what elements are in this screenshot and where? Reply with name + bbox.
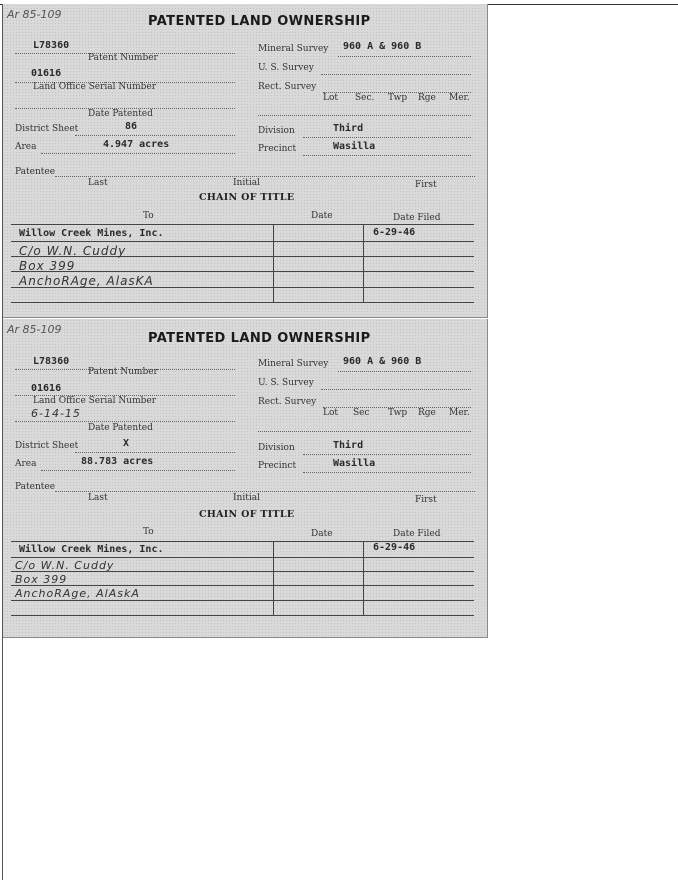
table-row: Box 399: [19, 259, 76, 273]
rect-survey-label: Rect. Survey: [258, 82, 317, 92]
mineral-survey-label: Mineral Survey: [258, 359, 329, 369]
table-row: C/o W.N. Cuddy: [19, 244, 127, 258]
rect-col-mer: Mer.: [449, 408, 470, 418]
us-survey-label: U. S. Survey: [258, 378, 314, 388]
chain-of-title-heading: CHAIN OF TITLE: [199, 192, 295, 203]
serial-number-label: Land Office Serial Number: [33, 82, 157, 92]
table-row: Willow Creek Mines, Inc.: [19, 544, 164, 555]
patent-number-value: L78360: [33, 40, 70, 51]
precinct-label: Precinct: [258, 144, 297, 154]
reference-note: Ar 85-109: [7, 8, 62, 21]
mineral-survey-value: 960 A & 960 B: [343, 356, 422, 367]
division-value: Third: [333, 123, 364, 134]
precinct-label: Precinct: [258, 461, 297, 471]
rect-survey-label: Rect. Survey: [258, 397, 317, 407]
table-cell-date-filed: 6-29-46: [373, 542, 416, 553]
ownership-card-2: [3, 319, 488, 638]
rect-col-twp: Twp: [388, 408, 408, 418]
serial-number-value: 01616: [31, 383, 62, 394]
rect-col-rge: Rge: [418, 408, 436, 418]
patent-number-label: Patent Number: [88, 367, 158, 377]
col-to: To: [143, 527, 154, 537]
district-sheet-value: 86: [125, 121, 138, 132]
rect-col-mer: Mer.: [449, 93, 470, 103]
serial-number-label: Land Office Serial Number: [33, 396, 157, 406]
card-title: PATENTED LAND OWNERSHIP: [148, 331, 371, 346]
serial-number-value: 01616: [31, 68, 62, 79]
date-patented-label: Date Patented: [88, 423, 153, 433]
table-row: AnchoRAge, AlAskA: [15, 587, 140, 600]
rect-col-sec: Sec.: [355, 93, 375, 103]
district-sheet-value: X: [123, 438, 130, 449]
patentee-label: Patentee: [15, 167, 56, 177]
division-label: Division: [258, 443, 295, 453]
col-to: To: [143, 211, 154, 221]
precinct-value: Wasilla: [333, 458, 376, 469]
district-sheet-label: District Sheet: [15, 441, 79, 451]
area-value: 4.947 acres: [103, 139, 170, 150]
reference-note: Ar 85-109: [7, 323, 62, 336]
mineral-survey-label: Mineral Survey: [258, 44, 329, 54]
col-date: Date: [311, 529, 333, 539]
date-patented-value: 6-14-15: [31, 407, 81, 420]
area-value: 88.783 acres: [81, 456, 154, 467]
table-cell-date-filed: 6-29-46: [373, 227, 416, 238]
rect-col-sec: Sec: [353, 408, 370, 418]
card-title: PATENTED LAND OWNERSHIP: [148, 14, 371, 29]
table-row: AnchoRAge, AlasKA: [19, 274, 154, 288]
name-col-first: First: [415, 495, 437, 505]
rect-col-lot: Lot: [323, 93, 339, 103]
division-value: Third: [333, 440, 364, 451]
patentee-label: Patentee: [15, 482, 56, 492]
mineral-survey-value: 960 A & 960 B: [343, 41, 422, 52]
name-col-initial: Initial: [233, 493, 260, 503]
patent-number-value: L78360: [33, 356, 70, 367]
us-survey-label: U. S. Survey: [258, 63, 314, 73]
district-sheet-label: District Sheet: [15, 124, 79, 134]
table-row: Box 399: [15, 573, 68, 586]
name-col-initial: Initial: [233, 178, 260, 188]
rect-col-twp: Twp: [388, 93, 408, 103]
ownership-card-1: [3, 4, 488, 318]
division-label: Division: [258, 126, 295, 136]
name-col-last: Last: [88, 493, 108, 503]
table-row: C/o W.N. Cuddy: [15, 559, 115, 572]
col-date: Date: [311, 211, 333, 221]
area-label: Area: [15, 459, 37, 469]
table-row: Willow Creek Mines, Inc.: [19, 228, 164, 239]
name-col-last: Last: [88, 178, 108, 188]
col-date-filed: Date Filed: [393, 213, 441, 223]
chain-of-title-heading: CHAIN OF TITLE: [199, 509, 295, 520]
col-date-filed: Date Filed: [393, 529, 441, 539]
patent-number-label: Patent Number: [88, 53, 158, 63]
precinct-value: Wasilla: [333, 141, 376, 152]
rect-col-lot: Lot: [323, 408, 339, 418]
rect-col-rge: Rge: [418, 93, 436, 103]
area-label: Area: [15, 142, 37, 152]
date-patented-label: Date Patented: [88, 109, 153, 119]
name-col-first: First: [415, 180, 437, 190]
